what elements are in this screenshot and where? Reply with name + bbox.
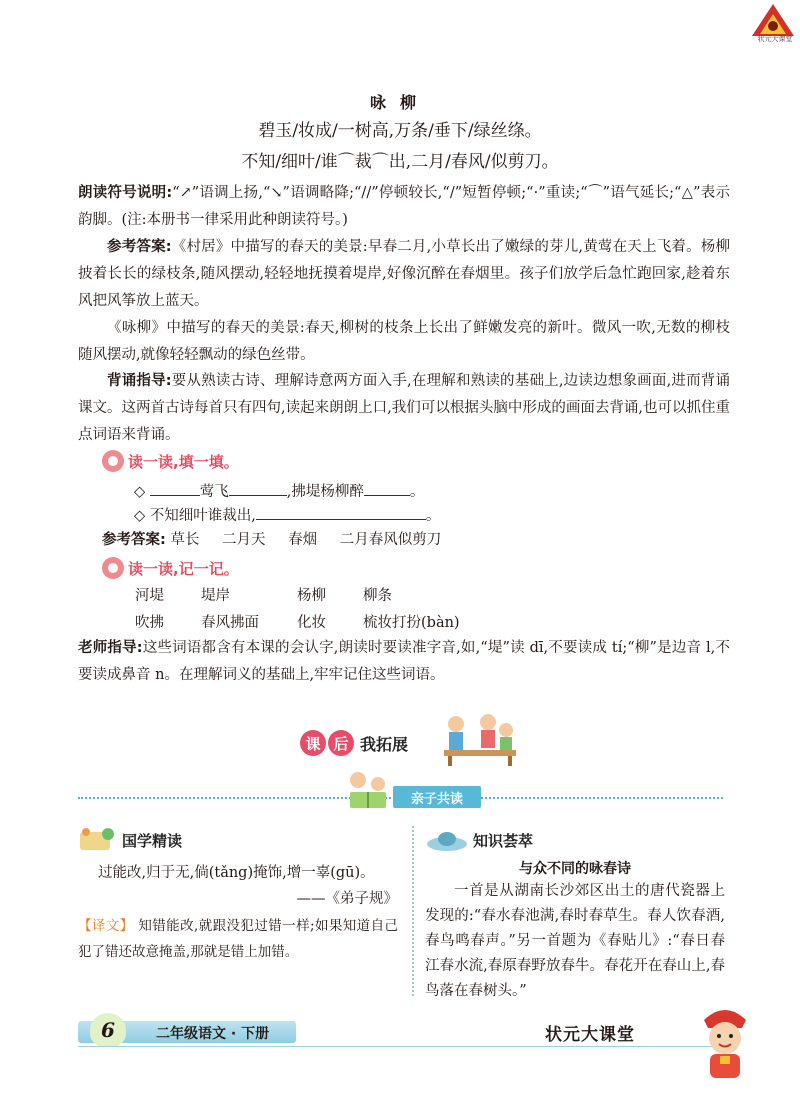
fill1-part2: ,拂堤杨柳醉	[286, 484, 364, 500]
blank-field[interactable]	[229, 482, 287, 496]
legend-text: “↗”语调上扬,“↘”语调略降;“//”停顿较长,“/”短暂停顿;“·”重读;“⌒”语气延长;“△”表示韵脚。(注:本册书一律采用此种朗读符号。)	[78, 185, 730, 228]
left-column-title: 国学精读	[122, 831, 183, 850]
answer3-item: 二月春风似剪刀	[339, 532, 442, 548]
publisher-logo-text: 状元大课堂	[757, 35, 793, 43]
column-divider	[412, 826, 414, 996]
word-item: 河堤	[135, 588, 164, 604]
section1-title: 读一读,填一填。	[128, 452, 239, 471]
fill-blank-2	[134, 504, 440, 525]
footer-rule	[78, 1046, 723, 1047]
quote-source: ——《弟子规》	[296, 891, 398, 907]
word-item: 堤岸	[201, 588, 230, 604]
reference-answer-3	[102, 528, 459, 549]
story-text: 一首是从湖南长沙郊区出土的唐代瓷器上发现的:“春水春池满,春时春草生。春人饮春酒,春鸟鸣春声。”另一首题为《春贴儿》:“春日春江春水流,春原春野放春牛。春花开在春山上,春鸟落在春树头。”	[425, 883, 725, 999]
recitation-guide	[78, 368, 730, 449]
word-row-1	[135, 584, 392, 605]
banner-char-2: 后	[328, 730, 354, 756]
kids-reading-illustration-icon	[438, 710, 518, 768]
knowledge-ufo-icon	[425, 826, 469, 854]
grade-label: 二年级语文 · 下册	[156, 1026, 270, 1042]
parent-child-reading-icon	[340, 770, 396, 810]
word-item: 柳条	[363, 588, 392, 604]
extension-title: 我拓展	[360, 734, 409, 754]
read-icon	[102, 450, 124, 472]
word-row-2	[135, 611, 460, 632]
word-item: 春风拂面	[201, 615, 259, 631]
mascot-icon	[690, 1000, 760, 1085]
section-read-fill	[102, 449, 239, 473]
diamond-bullet-icon: ◇	[134, 508, 146, 524]
answer3-item: 春烟	[288, 532, 318, 548]
right-column-title: 知识荟萃	[473, 831, 534, 850]
diamond-bullet-icon: ◇	[134, 484, 146, 500]
answer3-item: 二月天	[222, 532, 266, 548]
translation-text: 知错能改,就跟没犯过错一样;如果知道自己犯了错还故意掩盖,那就是错上加错。	[78, 918, 399, 960]
reference-answer-1	[78, 234, 730, 315]
section2-title: 读一读,记一记。	[128, 559, 239, 578]
reading-symbol-legend	[78, 180, 730, 234]
fill-blank-1	[134, 480, 424, 501]
fill2-end: 。	[425, 508, 441, 524]
banner-char-1: 课	[300, 730, 326, 756]
answer1-text: 《村居》中描写的春天的美景:早春二月,小草长出了嫩绿的芽儿,黄莺在天上飞着。杨柳披着长长的绿枝条,随风摆动,轻轻地抚摸着堤岸,好像沉醉在春烟里。孩子们放学后急忙跑回家,趁着东风把风筝放上蓝天。	[78, 239, 730, 309]
parent-child-reading-tag: 亲子共读	[393, 786, 481, 808]
fill2-part1: 不知细叶谁裁出,	[149, 508, 256, 524]
guide-text: 要从熟读古诗、理解诗意两方面入手,在理解和熟读的基础上,边读边想象画面,进而背诵课文。这两首古诗每首只有四句,读起来朗朗上口,我们可以根据头脑中形成的画面去背诵,也可以抓住重点词语来背诵。	[78, 373, 730, 443]
translation	[78, 913, 398, 965]
guide-label: 背诵指导:	[107, 373, 172, 389]
teacher-label: 老师指导:	[78, 640, 143, 656]
poem-line-1: 碧玉/妆成/一树高,万条/垂下/绿丝绦。	[258, 121, 542, 141]
translation-tag: 【译文】	[78, 918, 134, 934]
classic-quote	[98, 860, 398, 912]
teacher-guide	[78, 635, 730, 689]
answer3-item: 草长	[170, 532, 200, 548]
poem-line-2: 不知/细叶/谁⌒裁⌒出,二月/春风/似剪刀。	[241, 152, 559, 172]
word-item: 吹拂	[135, 615, 164, 631]
quote-text: 过能改,归于无,倘(tǎng)掩饰,增一辜(gū)。	[98, 865, 375, 881]
scroll-book-icon	[78, 826, 118, 854]
brand-name: 状元大课堂	[545, 1025, 635, 1045]
word-item: 化妆	[297, 615, 326, 631]
left-column-header	[78, 826, 182, 854]
word-item: 杨柳	[297, 588, 326, 604]
section-read-remember	[102, 556, 239, 580]
poem-title: 咏柳	[369, 93, 430, 112]
blank-field[interactable]	[364, 482, 410, 496]
read-icon	[102, 557, 124, 579]
answer3-label: 参考答案:	[102, 532, 166, 548]
answer1-label: 参考答案:	[107, 239, 172, 255]
fill1-end: 。	[409, 484, 425, 500]
page-number: 6	[90, 1013, 126, 1047]
reference-answer-2: 《咏柳》中描写的春天的美景:春天,柳树的枝条上长出了鲜嫩发亮的新叶。微风一吹,无数的柳枝随风摆动,就像轻轻飘动的绿色丝带。	[78, 320, 730, 363]
right-column-header	[425, 826, 533, 854]
word-item: 梳妆打扮(bàn)	[363, 615, 460, 631]
story-title: 与众不同的咏春诗	[519, 861, 631, 877]
teacher-text: 这些词语都含有本课的会认字,朗读时要读准字音,如,“堤”读 dī,不要读成 tí;“柳”是边音 l,不要读成鼻音 n。在理解词义的基础上,牢牢记住这些词语。	[78, 640, 730, 683]
blank-field[interactable]	[256, 506, 426, 520]
legend-label: 朗读符号说明:	[78, 185, 173, 201]
blank-field[interactable]	[150, 482, 200, 496]
fill1-part1: 莺飞	[199, 484, 229, 500]
